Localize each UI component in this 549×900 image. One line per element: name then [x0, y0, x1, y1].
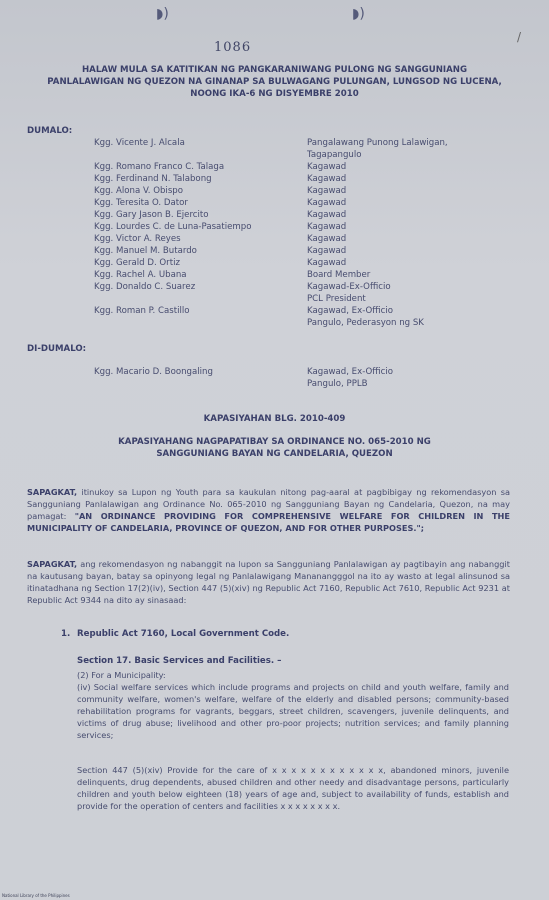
resolution-subtitle-1: KAPASIYAHANG NAGPAPATIBAY SA ORDINANCE NO. 065-2010 NG	[118, 437, 431, 447]
whereas-lead: SAPAGKAT,	[27, 559, 78, 569]
section-17-body	[77, 669, 509, 741]
attendee-role: Kagawad	[307, 162, 347, 172]
header-line-1: HALAW MULA SA KATITIKAN NG PANGKARANIWANG PULONG NG SANGGUNIANG	[81, 65, 468, 75]
whereas-lead: SAPAGKAT,	[27, 487, 78, 497]
item-title: Republic Act 7160, Local Government Code.	[77, 629, 290, 639]
item-number: 1.	[61, 629, 71, 639]
resolution-title: KAPASIYAHAN BLG. 2010-409	[203, 414, 346, 424]
dumalo-label: DUMALO:	[27, 126, 73, 136]
whereas-text: ang rekomendasyon ng nabanggit na lupon sa Sangguniang Panlalawigan ay pagtibayin ang nabanggit na kautusang bayan, batay sa opinyong legal ng Panlalawigang Mananangggol na ito ay wasto at legal alinsunod sa itinatadhana ng Section 17(2)(iv), Section 447 (5)(xiv) ng Republic Act 7160, Republic Act 7610, Republic Act 9231 at Republic Act 9344 na dito ay sinasaad:	[27, 559, 510, 605]
whereas-paragraph-2	[27, 558, 510, 606]
document-header	[22, 64, 527, 100]
ordinance-title: "AN ORDINANCE PROVIDING FOR COMPREHENSIVE WELFARE FOR CHILDREN IN THE MUNICIPALITY OF CANDELARIA, PROVINCE OF QUEZON, AND FOR OTHER PURPOSES.";	[27, 511, 510, 533]
attendee-role: Kagawad	[307, 222, 347, 232]
edge-mark-icon: /	[517, 30, 522, 44]
attendee-name: Kgg. Vicente J. Alcala	[94, 138, 185, 148]
whereas-paragraph-1	[27, 486, 510, 534]
absent-role: Kagawad, Ex-Officio Pangulo, PPLB	[307, 367, 393, 389]
attendee-name: Kgg. Gary Jason B. Ejercito	[94, 210, 209, 220]
attendee-role: Kagawad-Ex-Officio PCL President	[307, 282, 391, 304]
resolution-subtitle-2: SANGGUNIANG BAYAN NG CANDELARIA, QUEZON	[156, 449, 393, 459]
header-line-2: PANLALAWIGAN NG QUEZON NA GINANAP SA BULWAGANG PULUNGAN, LUNGSOD NG LUCENA,	[47, 77, 502, 87]
attendee-name: Kgg. Manuel M. Butardo	[94, 246, 197, 256]
binding-mark-icon: ◗)	[156, 6, 169, 22]
section-447-text: Section 447 (5)(xiv) Provide for the care of x x x x x x x x x x x x, abandoned minors, juvenile delinquents, drug dependents, abused children and other needy and disadvantage persons, particularly children and youth below eighteen (18) years of age and, subject to availability of funds, establish and provide for the operation of centers and facilities x x x x x x x x.	[77, 765, 509, 811]
whereas-text: itinukoy sa Lupon ng Youth para sa kaukulan nitong pag-aaral at pagbibigay ng rekomendasyon sa Sangguniang Panlalawigan ang Ordinance No. 065-2010 ng Sangguniang Bayan ng Candelaria, Quezon, na may pamagat:	[27, 487, 510, 521]
didumalo-label: DI-DUMALO:	[27, 344, 87, 354]
attendee-role: Kagawad	[307, 210, 347, 220]
attendee-role: Kagawad, Ex-Officio Pangulo, Pederasyon ng SK	[307, 306, 424, 328]
attendee-role: Kagawad	[307, 186, 347, 196]
attendee-role: Kagawad	[307, 258, 347, 268]
footer-text: National Library of the Philippines	[2, 893, 70, 898]
section-17-title: Section 17. Basic Services and Facilities. –	[77, 656, 282, 666]
header-line-3: NOONG IKA-6 NG DISYEMBRE 2010	[190, 89, 359, 99]
page-number: 1086	[214, 40, 252, 55]
binding-mark-icon: ◗)	[352, 6, 365, 22]
attendee-name: Kgg. Gerald D. Ortiz	[94, 258, 180, 268]
attendee-role: Kagawad	[307, 246, 347, 256]
attendee-role: Board Member	[307, 270, 371, 280]
attendee-role: Kagawad	[307, 234, 347, 244]
attendee-name: Kgg. Romano Franco C. Talaga	[94, 162, 225, 172]
attendee-name: Kgg. Donaldo C. Suarez	[94, 282, 196, 292]
attendee-role: Pangalawang Punong Lalawigan, Tagapangulo	[307, 138, 448, 160]
section-17-sub: (2) For a Municipality:	[77, 670, 166, 680]
absent-name: Kgg. Macario D. Boongaling	[94, 367, 213, 377]
attendee-name: Kgg. Teresita O. Dator	[94, 198, 188, 208]
attendee-name: Kgg. Alona V. Obispo	[94, 186, 184, 196]
attendee-name: Kgg. Victor A. Reyes	[94, 234, 181, 244]
attendee-name: Kgg. Rachel A. Ubana	[94, 270, 187, 280]
attendee-role: Kagawad	[307, 198, 347, 208]
attendee-role: Kagawad	[307, 174, 347, 184]
attendee-name: Kgg. Roman P. Castillo	[94, 306, 190, 316]
section-17-text: (iv) Social welfare services which include programs and projects on child and youth welfare, family and community welfare, women's welfare, welfare of the elderly and disabled persons; community-based rehabilitation programs for vagrants, beggars, street children, scavengers, juvenile delinquents, and victims of drug abuse; livelihood and other pro-poor projects; nutrition services; and family planning services;	[77, 682, 509, 740]
attendee-name: Kgg. Ferdinand N. Talabong	[94, 174, 212, 184]
attendee-name: Kgg. Lourdes C. de Luna-Pasatiempo	[94, 222, 252, 232]
